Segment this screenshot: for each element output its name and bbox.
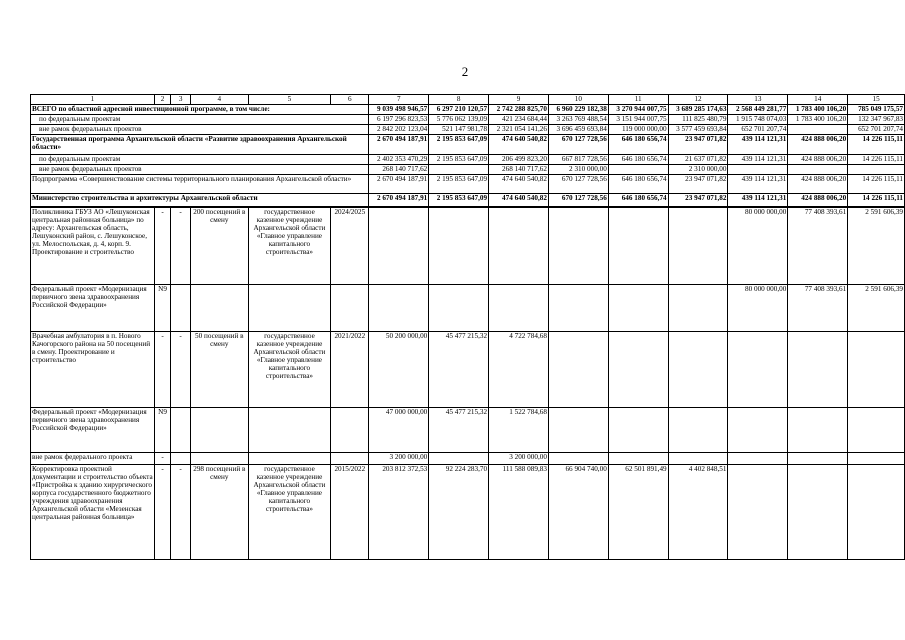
table-row	[31, 285, 905, 332]
page-number: 2	[461, 64, 469, 79]
column-number-14: 14	[788, 95, 848, 105]
row-label: ВСЕГО по областной адресной инвестиционной программе, в том числе:	[31, 105, 369, 115]
amount-cell	[369, 207, 429, 285]
column-3-value: -	[171, 465, 191, 560]
column-number-10: 10	[548, 95, 608, 105]
amount-cell: 2 310 000,00	[548, 165, 608, 175]
amount-cell: 2 670 494 187,91	[369, 175, 429, 194]
period	[331, 453, 369, 465]
amount-cell: 6 197 296 823,53	[369, 115, 429, 125]
amount-cell	[728, 165, 788, 175]
amount-cell: 45 477 215,32	[429, 332, 489, 408]
amount-cell: 1 783 400 106,20	[788, 105, 848, 115]
amount-cell	[548, 285, 608, 332]
column-3-value: -	[171, 207, 191, 285]
amount-cell: 111 588 089,83	[489, 465, 549, 560]
column-number-1: 1	[31, 95, 155, 105]
amount-cell: 2 195 853 647,09	[429, 135, 489, 155]
amount-cell: 2 742 288 825,70	[489, 105, 549, 115]
amount-cell: 111 825 480,79	[668, 115, 728, 125]
capacity	[190, 285, 248, 332]
project-code: -	[154, 465, 171, 560]
amount-cell: 2 670 494 187,91	[369, 194, 429, 207]
amount-cell: 3 263 769 488,54	[548, 115, 608, 125]
amount-cell	[788, 408, 848, 453]
amount-cell: 6 297 210 120,57	[429, 105, 489, 115]
amount-cell: 474 640 540,82	[489, 175, 549, 194]
amount-cell	[668, 285, 728, 332]
amount-cell: 646 180 656,74	[608, 135, 668, 155]
amount-cell: 14 226 115,11	[848, 175, 905, 194]
investment-program-table	[30, 94, 905, 560]
amount-cell	[728, 453, 788, 465]
amount-cell	[548, 332, 608, 408]
amount-cell	[668, 408, 728, 453]
amount-cell: 2 402 353 470,29	[369, 155, 429, 165]
amount-cell: 77 408 393,61	[788, 285, 848, 332]
object-name: Федеральный проект «Модернизация первичного звена здравоохранения Российской Федерации»	[31, 285, 155, 332]
project-code: -	[154, 332, 171, 408]
amount-cell	[848, 332, 905, 408]
project-code: -	[154, 453, 171, 465]
amount-cell	[848, 465, 905, 560]
amount-cell: 3 689 285 174,63	[668, 105, 728, 115]
amount-cell: 23 947 071,82	[668, 194, 728, 207]
amount-cell	[848, 165, 905, 175]
amount-cell: 424 888 006,20	[788, 155, 848, 165]
column-number-4: 4	[190, 95, 248, 105]
amount-cell	[788, 465, 848, 560]
amount-cell: 2 195 853 647,09	[429, 175, 489, 194]
table-row	[31, 175, 905, 194]
amount-cell: 23 947 071,82	[668, 175, 728, 194]
amount-cell: 646 180 656,74	[608, 155, 668, 165]
table-row	[31, 408, 905, 453]
amount-cell: 9 039 498 946,57	[369, 105, 429, 115]
amount-cell: 1 783 400 106,20	[788, 115, 848, 125]
period	[331, 408, 369, 453]
amount-cell	[788, 165, 848, 175]
amount-cell: 670 127 728,56	[548, 135, 608, 155]
amount-cell: 1 522 784,68	[489, 408, 549, 453]
column-number-2: 2	[154, 95, 171, 105]
amount-cell: 2 321 054 141,26	[489, 125, 549, 135]
amount-cell: 23 947 071,82	[668, 135, 728, 155]
table-row	[31, 135, 905, 155]
amount-cell: 119 000 000,00	[608, 125, 668, 135]
table-row	[31, 465, 905, 560]
amount-cell	[788, 332, 848, 408]
amount-cell: 77 408 393,61	[788, 207, 848, 285]
amount-cell: 3 151 944 007,75	[608, 115, 668, 125]
amount-cell	[548, 453, 608, 465]
amount-cell	[668, 332, 728, 408]
amount-cell: 80 000 000,00	[728, 207, 788, 285]
amount-cell: 670 127 728,56	[548, 194, 608, 207]
column-number-9: 9	[489, 95, 549, 105]
object-name: Корректировка проектной документации и строительство объекта «Пристройка к зданию хирургического корпуса государственного бюджетного учреждения здравоохранения Архангельской области «Мезенская центральная районная больница»	[31, 465, 155, 560]
table-row	[31, 207, 905, 285]
amount-cell: 14 226 115,11	[848, 155, 905, 165]
amount-cell: 439 114 121,31	[728, 175, 788, 194]
amount-cell: 268 140 717,62	[369, 165, 429, 175]
amount-cell: 203 812 372,53	[369, 465, 429, 560]
table-row	[31, 125, 905, 135]
column-number-12: 12	[668, 95, 728, 105]
amount-cell: 424 888 006,20	[788, 135, 848, 155]
row-label: Подпрограмма «Совершенствование системы территориального планирования Архангельской области»	[31, 175, 369, 194]
amount-cell: 439 114 121,31	[728, 135, 788, 155]
amount-cell: 5 776 062 139,09	[429, 115, 489, 125]
amount-cell	[608, 332, 668, 408]
amount-cell	[429, 453, 489, 465]
amount-cell	[848, 453, 905, 465]
amount-cell: 2 591 606,39	[848, 285, 905, 332]
amount-cell	[608, 207, 668, 285]
amount-cell	[668, 453, 728, 465]
amount-cell: 474 640 540,82	[489, 194, 549, 207]
period: 2021/2022	[331, 332, 369, 408]
amount-cell	[429, 207, 489, 285]
amount-cell: 521 147 981,78	[429, 125, 489, 135]
amount-cell: 785 049 175,57	[848, 105, 905, 115]
table-row	[31, 115, 905, 125]
amount-cell: 3 200 000,00	[489, 453, 549, 465]
amount-cell: 439 114 121,31	[728, 155, 788, 165]
customer	[248, 453, 331, 465]
amount-cell: 80 000 000,00	[728, 285, 788, 332]
amount-cell: 424 888 006,20	[788, 175, 848, 194]
amount-cell: 4 402 848,51	[668, 465, 728, 560]
row-label: Государственная программа Архангельской области «Развитие здравоохранения Архангельской области»	[31, 135, 369, 155]
amount-cell	[608, 165, 668, 175]
amount-cell: 50 200 000,00	[369, 332, 429, 408]
period: 2015/2022	[331, 465, 369, 560]
amount-cell: 2 670 494 187,91	[369, 135, 429, 155]
row-label: вне рамок федеральных проектов	[31, 125, 369, 135]
customer: государственное казенное учреждение Архангельской области «Главное управление капитального строительства»	[248, 332, 331, 408]
table-row	[31, 194, 905, 207]
object-name: Врачебная амбулатория в п. Нового Качогорского района на 50 посещений в смену. Проектирование и строительство	[31, 332, 155, 408]
amount-cell: 646 180 656,74	[608, 175, 668, 194]
column-3-value	[171, 408, 191, 453]
customer: государственное казенное учреждение Архангельской области «Главное управление капитального строительства»	[248, 465, 331, 560]
amount-cell: 3 200 000,00	[369, 453, 429, 465]
column-3-value	[171, 453, 191, 465]
amount-cell: 670 127 728,56	[548, 175, 608, 194]
amount-cell: 2 591 606,39	[848, 207, 905, 285]
column-3-value	[171, 285, 191, 332]
column-number-8: 8	[429, 95, 489, 105]
object-name: вне рамок федерального проекта	[31, 453, 155, 465]
amount-cell	[728, 408, 788, 453]
amount-cell: 4 722 784,68	[489, 332, 549, 408]
capacity: 298 посещений в смену	[190, 465, 248, 560]
capacity	[190, 408, 248, 453]
period	[331, 285, 369, 332]
amount-cell: 421 234 684,44	[489, 115, 549, 125]
amount-cell: 646 180 656,74	[608, 194, 668, 207]
amount-cell: 1 915 748 074,03	[728, 115, 788, 125]
amount-cell: 62 501 891,49	[608, 465, 668, 560]
amount-cell: 268 140 717,62	[489, 165, 549, 175]
amount-cell: 652 701 207,74	[728, 125, 788, 135]
amount-cell	[608, 453, 668, 465]
project-code: N9	[154, 408, 171, 453]
capacity: 200 посещений в смену	[190, 207, 248, 285]
amount-cell	[548, 207, 608, 285]
column-number-15: 15	[848, 95, 905, 105]
period: 2024/2025	[331, 207, 369, 285]
amount-cell	[429, 285, 489, 332]
project-code: -	[154, 207, 171, 285]
capacity: 50 посещений в смену	[190, 332, 248, 408]
amount-cell: 2 195 853 647,09	[429, 155, 489, 165]
capacity	[190, 453, 248, 465]
amount-cell: 439 114 121,31	[728, 194, 788, 207]
amount-cell	[489, 285, 549, 332]
table-row	[31, 453, 905, 465]
row-label: по федеральным проектам	[31, 115, 369, 125]
amount-cell: 14 226 115,11	[848, 194, 905, 207]
project-code: N9	[154, 285, 171, 332]
customer	[248, 285, 331, 332]
amount-cell: 2 568 449 281,77	[728, 105, 788, 115]
table-row	[31, 332, 905, 408]
column-3-value: -	[171, 332, 191, 408]
amount-cell: 92 224 283,70	[429, 465, 489, 560]
amount-cell	[608, 408, 668, 453]
header-row	[31, 95, 905, 105]
object-name: Федеральный проект «Модернизация первичного звена здравоохранения Российской Федерации»	[31, 408, 155, 453]
column-number-13: 13	[728, 95, 788, 105]
table-row	[31, 155, 905, 165]
amount-cell: 47 000 000,00	[369, 408, 429, 453]
table-row	[31, 165, 905, 175]
amount-cell: 66 904 740,00	[548, 465, 608, 560]
column-number-5: 5	[248, 95, 331, 105]
column-number-7: 7	[369, 95, 429, 105]
amount-cell: 21 637 071,82	[668, 155, 728, 165]
amount-cell: 2 195 853 647,09	[429, 194, 489, 207]
amount-cell: 3 577 459 693,84	[668, 125, 728, 135]
amount-cell	[548, 408, 608, 453]
amount-cell	[429, 165, 489, 175]
amount-cell	[668, 207, 728, 285]
row-label: вне рамок федеральных проектов	[31, 165, 369, 175]
amount-cell: 14 226 115,11	[848, 135, 905, 155]
row-label: Министерство строительства и архитектуры Архангельской области	[31, 194, 369, 207]
amount-cell: 45 477 215,32	[429, 408, 489, 453]
amount-cell	[489, 207, 549, 285]
column-number-6: 6	[331, 95, 369, 105]
amount-cell	[848, 408, 905, 453]
amount-cell: 2 310 000,00	[668, 165, 728, 175]
amount-cell	[369, 285, 429, 332]
column-number-11: 11	[608, 95, 668, 105]
amount-cell: 424 888 006,20	[788, 194, 848, 207]
column-number-3: 3	[171, 95, 191, 105]
amount-cell	[608, 285, 668, 332]
amount-cell: 3 696 459 693,84	[548, 125, 608, 135]
amount-cell	[728, 465, 788, 560]
amount-cell	[788, 125, 848, 135]
amount-cell: 2 842 202 123,04	[369, 125, 429, 135]
amount-cell: 6 960 229 182,38	[548, 105, 608, 115]
object-name: Поликлиника ГБУЗ АО «Лешуконская центральная районная больница» по адресу: Архангельская область, Лешуконский район, с. Лешуконское, ул. Мелоспольская, д. 4, корп. 9. Проектирование и строительство	[31, 207, 155, 285]
amount-cell	[788, 453, 848, 465]
row-label: по федеральным проектам	[31, 155, 369, 165]
amount-cell: 474 640 540,82	[489, 135, 549, 155]
amount-cell	[728, 332, 788, 408]
table-row	[31, 105, 905, 115]
amount-cell: 132 347 967,83	[848, 115, 905, 125]
amount-cell: 206 499 823,20	[489, 155, 549, 165]
amount-cell: 652 701 207,74	[848, 125, 905, 135]
amount-cell: 667 817 728,56	[548, 155, 608, 165]
amount-cell: 3 270 944 007,75	[608, 105, 668, 115]
customer: государственное казенное учреждение Архангельской области «Главное управление капитального строительства»	[248, 207, 331, 285]
customer	[248, 408, 331, 453]
